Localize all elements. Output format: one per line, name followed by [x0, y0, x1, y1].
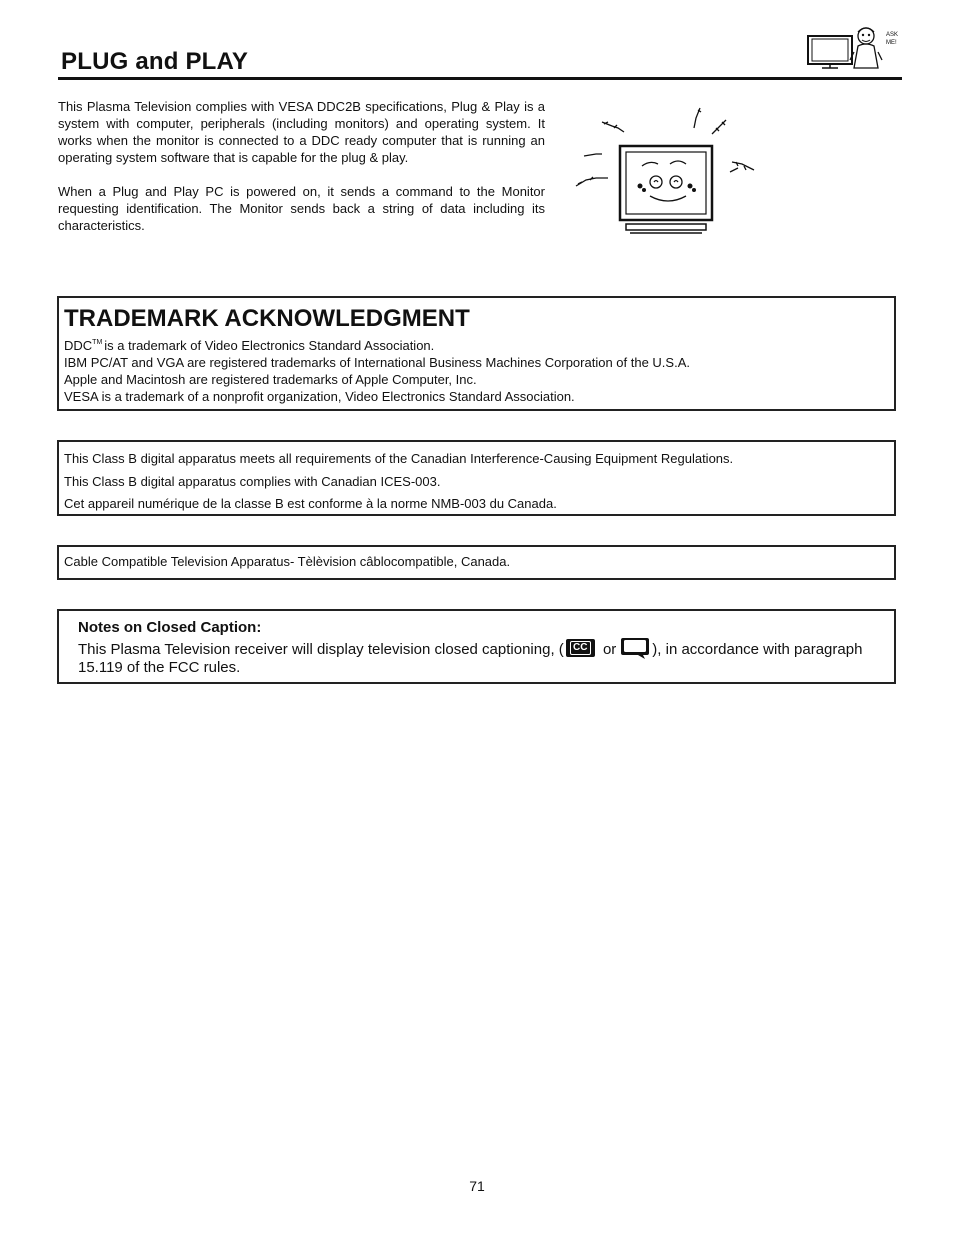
intro-paragraph-1: This Plasma Television complies with VESA DDC2B specifications, Plug & Play is a system with computer, peripherals (including monitors) and operating system. It works when the monitor is connected to a DDC ready computer that is running an operating system software that is capable for the plug & play. [58, 99, 545, 165]
canada-compliance-box [57, 440, 896, 516]
speech-bubble-icon [620, 637, 650, 659]
closed-caption-text [78, 637, 884, 677]
intro-text [58, 98, 545, 251]
trademark-vesa-line: VESA is a trademark of a nonprofit organization, Video Electronics Standard Association. [64, 389, 575, 404]
logo-text-ask: ASK [886, 32, 899, 38]
cc-or: or [602, 641, 617, 658]
title-rule [58, 77, 902, 80]
canada-line-1: This Class B digital apparatus meets all requirements of the Canadian Interference-Causing Equipment Regulations. [64, 451, 734, 466]
page-number: 71 [469, 1178, 485, 1194]
cc-text-after: ), in accordance with paragraph 15.119 of the FCC rules. [78, 641, 863, 676]
ddc-prefix: DDC [64, 338, 93, 353]
cc-badge-label: CC [570, 641, 591, 655]
trademark-apple-line: Apple and Macintosh are registered trademarks of Apple Computer, Inc. [64, 372, 477, 387]
canada-line-2: This Class B digital apparatus complies with Canadian ICES-003. [64, 473, 441, 489]
trademark-ddc-line [64, 334, 889, 354]
trademark-box [57, 296, 896, 411]
closed-caption-box [57, 609, 896, 684]
ask-me-logo-icon [806, 22, 902, 74]
closed-caption-title: Notes on Closed Caption: [78, 619, 262, 636]
cable-compatible-box [57, 545, 896, 580]
smiling-monitor-illustration-icon [570, 100, 760, 240]
trademark-ibm-line: IBM PC/AT and VGA are registered trademarks of International Business Machines Corporation of the U.S.A. [64, 355, 690, 370]
ddc-rest: is a trademark of Video Electronics Standard Association. [104, 338, 435, 353]
intro-paragraph-2: When a Plug and Play PC is powered on, it sends a command to the Monitor requesting identification. The Monitor sends back a string of data including its characteristics. [58, 184, 545, 233]
logo-text-me: ME! [886, 40, 897, 46]
cable-compatible-text: Cable Compatible Television Apparatus- Tèlèvision câblocompatible, Canada. [64, 554, 511, 569]
page-title: PLUG and PLAY [61, 48, 249, 75]
canada-line-3: Cet appareil numérique de la classe B est conforme à la norme NMB-003 du Canada. [64, 496, 557, 511]
trademark-heading: TRADEMARK ACKNOWLEDGMENT [64, 305, 470, 332]
cc-badge-icon [566, 639, 595, 657]
cc-text-before: This Plasma Television receiver will display television closed captioning, ( [78, 641, 564, 658]
trademark-superscript: TM [92, 339, 103, 346]
